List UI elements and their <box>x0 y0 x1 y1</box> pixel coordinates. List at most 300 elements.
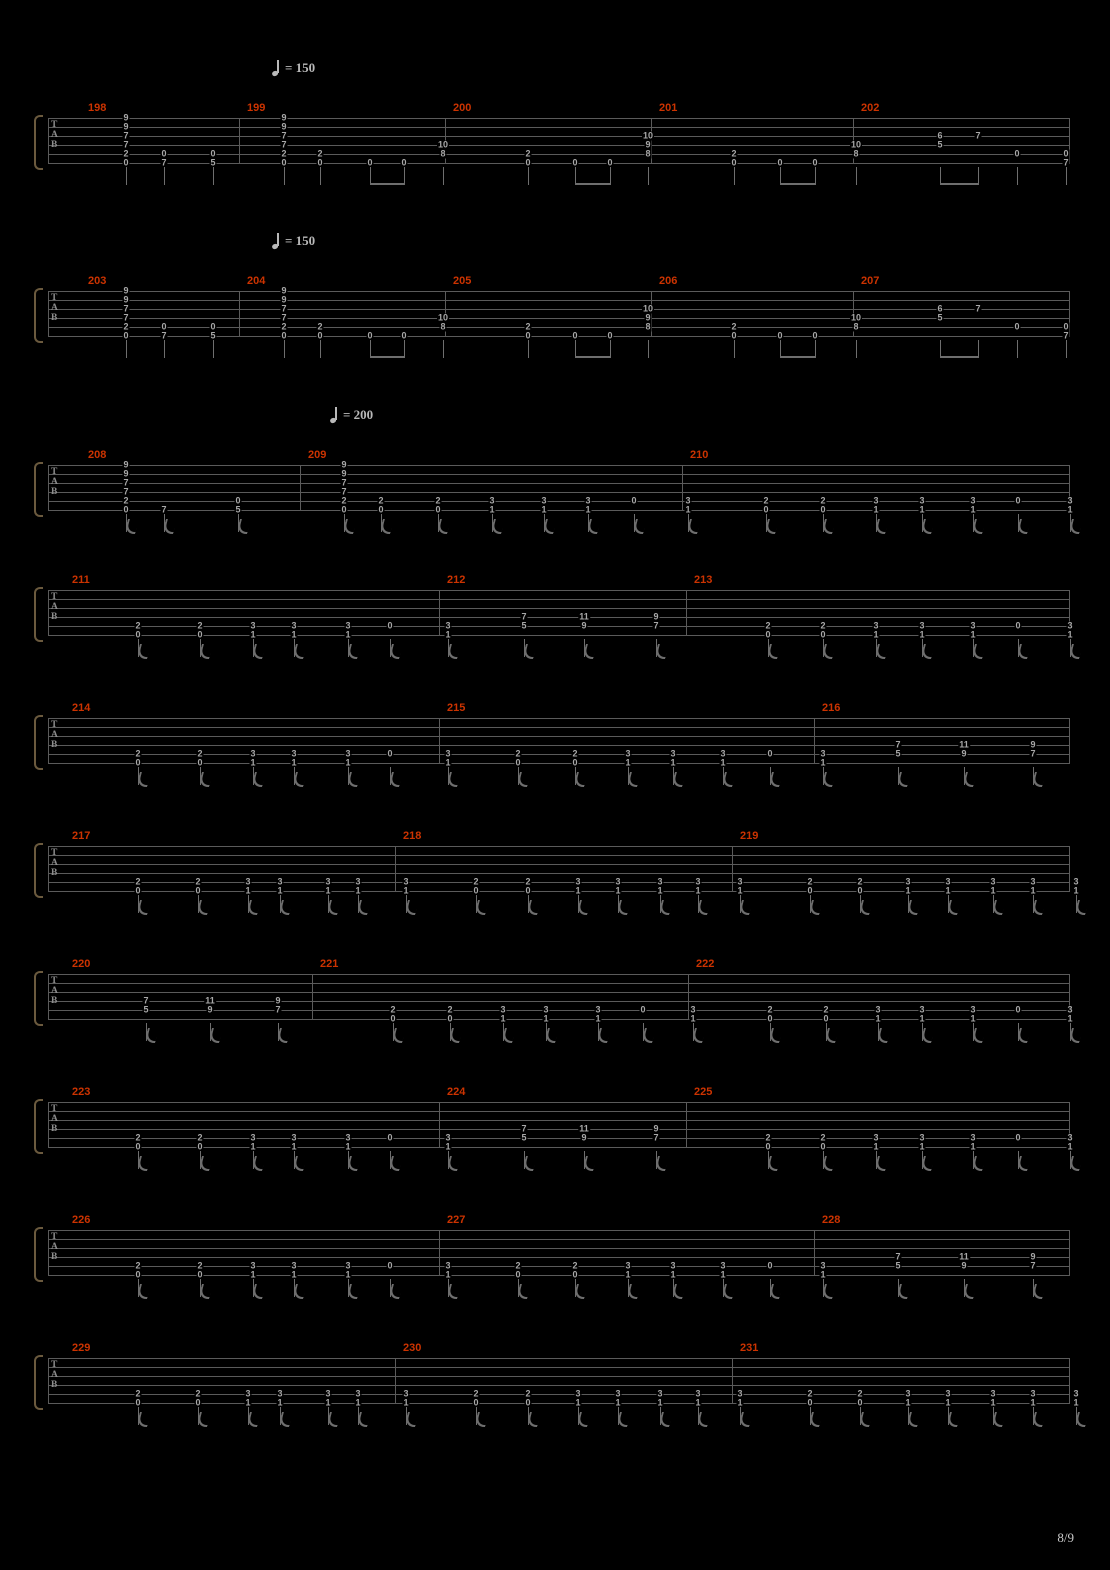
tab-staff <box>48 846 1079 896</box>
beam <box>780 356 815 358</box>
tab-clef-letter: T <box>51 1232 58 1242</box>
measure-number: 209 <box>308 449 327 461</box>
tab-note: 7 <box>341 486 347 497</box>
tab-note: 0 <box>525 885 531 896</box>
tab-note: 1 <box>291 629 297 640</box>
tab-note: 0 <box>763 504 769 515</box>
tab-note: 0 <box>607 330 613 341</box>
tab-note: 0 <box>731 330 737 341</box>
staff-line <box>48 510 1070 511</box>
tab-note: 7 <box>975 303 981 314</box>
tab-note: 0 <box>525 157 531 168</box>
tab-note: 0 <box>161 321 167 332</box>
tab-note: 2 <box>820 1132 826 1143</box>
staff-line <box>48 1001 1070 1002</box>
measure-number: 215 <box>447 702 466 714</box>
tab-note: 1 <box>445 629 451 640</box>
tab-note: 1 <box>625 1269 631 1280</box>
tab-note: 1 <box>291 1269 297 1280</box>
system-brace <box>34 971 43 1026</box>
tab-note: 0 <box>731 157 737 168</box>
barline <box>1069 846 1070 891</box>
tab-note: 3 <box>657 1388 663 1399</box>
tab-note: 3 <box>657 876 663 887</box>
barline <box>814 1230 815 1275</box>
staff-line <box>48 599 1070 600</box>
note-stem <box>320 167 321 185</box>
tab-clef-letter: T <box>51 976 58 986</box>
tab-note: 1 <box>575 1397 581 1408</box>
tab-note: 1 <box>873 504 879 515</box>
tab-clef-letter: B <box>51 868 58 878</box>
tab-clef-letter: A <box>51 986 58 996</box>
tab-note: 0 <box>317 330 323 341</box>
barline <box>395 846 396 891</box>
tab-note: 1 <box>695 1397 701 1408</box>
barline <box>439 590 440 635</box>
tab-note: 7 <box>521 1123 527 1134</box>
tab-note: 0 <box>1015 495 1021 506</box>
tab-note: 9 <box>1030 1251 1036 1262</box>
note-stem <box>610 340 611 358</box>
tab-note: 1 <box>250 1269 256 1280</box>
tempo-marking <box>272 60 315 76</box>
tab-note: 11 <box>579 611 589 622</box>
tab-clef-letter: B <box>51 487 58 497</box>
tab-note: 1 <box>919 629 925 640</box>
tab-note: 1 <box>345 1141 351 1152</box>
tab-note: 2 <box>525 321 531 332</box>
tab-note: 1 <box>250 757 256 768</box>
tab-note: 0 <box>525 1397 531 1408</box>
tempo-value: = 200 <box>343 407 374 422</box>
tab-note: 1 <box>970 1013 976 1024</box>
measure-number: 200 <box>453 102 472 114</box>
staff-line <box>48 617 1070 618</box>
tab-note: 7 <box>123 130 129 141</box>
tab-note: 1 <box>250 1141 256 1152</box>
tab-note: 2 <box>281 321 287 332</box>
tab-note: 9 <box>961 1260 967 1271</box>
tab-note: 3 <box>585 495 591 506</box>
note-stem <box>284 340 285 358</box>
tab-note: 3 <box>615 1388 621 1399</box>
tab-note: 0 <box>857 885 863 896</box>
tab-note: 5 <box>235 504 241 515</box>
tab-note: 2 <box>525 1388 531 1399</box>
tab-note: 7 <box>895 1251 901 1262</box>
tab-note: 3 <box>1073 1388 1079 1399</box>
tab-note: 1 <box>720 1269 726 1280</box>
measure-number: 204 <box>247 275 266 287</box>
tab-note: 2 <box>807 1388 813 1399</box>
tab-note: 0 <box>135 757 141 768</box>
barline <box>814 718 815 763</box>
tab-note: 1 <box>820 757 826 768</box>
tab-note: 3 <box>575 876 581 887</box>
tab-note: 1 <box>695 885 701 896</box>
tab-note: 0 <box>235 495 241 506</box>
staff-line <box>48 1230 1070 1231</box>
tab-note: 0 <box>1063 321 1069 332</box>
barline <box>48 291 49 336</box>
tab-note: 7 <box>975 130 981 141</box>
staff-line <box>48 727 1070 728</box>
tab-note: 0 <box>1014 148 1020 159</box>
tab-note: 0 <box>820 629 826 640</box>
tab-note: 7 <box>143 995 149 1006</box>
tab-note: 2 <box>197 1132 203 1143</box>
tab-clef <box>51 467 58 497</box>
tab-note: 11 <box>579 1123 589 1134</box>
tab-clef-letter: T <box>51 120 58 130</box>
tab-note: 7 <box>1030 1260 1036 1271</box>
tab-note: 2 <box>281 148 287 159</box>
tab-note: 9 <box>281 285 287 296</box>
tab-note: 0 <box>195 1397 201 1408</box>
tab-note: 3 <box>277 876 283 887</box>
tab-note: 1 <box>820 1269 826 1280</box>
tab-note: 0 <box>777 330 783 341</box>
tab-note: 3 <box>737 1388 743 1399</box>
tab-note: 10 <box>642 303 654 314</box>
tab-note: 0 <box>1015 1132 1021 1143</box>
tab-note: 0 <box>281 157 287 168</box>
tab-note: 3 <box>875 1004 881 1015</box>
tab-note: 0 <box>210 148 216 159</box>
tab-note: 3 <box>919 620 925 631</box>
staff-line <box>48 154 1070 155</box>
tab-clef-letter: A <box>51 602 58 612</box>
tab-note: 10 <box>850 139 862 150</box>
tab-note: 3 <box>990 1388 996 1399</box>
staff-line <box>48 1102 1070 1103</box>
tab-note: 7 <box>895 739 901 750</box>
tab-note: 3 <box>1067 495 1073 506</box>
tab-note: 3 <box>403 1388 409 1399</box>
tab-staff <box>48 718 1070 768</box>
tab-note: 2 <box>731 321 737 332</box>
tab-note: 0 <box>387 1260 393 1271</box>
tab-note: 0 <box>812 157 818 168</box>
staff-line <box>48 127 1070 128</box>
tab-note: 0 <box>447 1013 453 1024</box>
note-stem <box>443 167 444 185</box>
tab-note: 3 <box>720 1260 726 1271</box>
tab-note: 7 <box>161 157 167 168</box>
tab-note: 2 <box>317 321 323 332</box>
tab-clef-letter: B <box>51 313 58 323</box>
tab-note: 7 <box>281 130 287 141</box>
tab-note: 3 <box>345 620 351 631</box>
tab-note: 2 <box>767 1004 773 1015</box>
tab-note: 2 <box>135 1260 141 1271</box>
staff-line <box>48 855 1070 856</box>
tab-note: 2 <box>197 748 203 759</box>
tab-note: 8 <box>645 321 651 332</box>
tab-note: 7 <box>123 139 129 150</box>
barline <box>312 974 313 1019</box>
beam <box>370 356 404 358</box>
tab-note: 1 <box>670 1269 676 1280</box>
tab-clef-letter: B <box>51 1252 58 1262</box>
staff-line <box>48 1010 1070 1011</box>
staff-line <box>48 608 1070 609</box>
tab-note: 5 <box>937 312 943 323</box>
tab-note: 2 <box>515 748 521 759</box>
tempo-marking <box>330 407 373 423</box>
staff-line <box>48 1385 1070 1386</box>
tab-note: 1 <box>445 1269 451 1280</box>
tab-note: 11 <box>959 1251 969 1262</box>
system-brace <box>34 115 43 170</box>
tab-note: 0 <box>387 620 393 631</box>
tab-clef-letter: T <box>51 467 58 477</box>
tab-note: 1 <box>345 629 351 640</box>
staff-line <box>48 327 1070 328</box>
measure-number: 216 <box>822 702 841 714</box>
tab-note: 3 <box>345 748 351 759</box>
note-stem <box>528 167 529 185</box>
tab-note: 2 <box>135 748 141 759</box>
barline <box>48 1358 49 1403</box>
tab-note: 0 <box>572 157 578 168</box>
tab-note: 0 <box>317 157 323 168</box>
tab-note: 3 <box>919 1132 925 1143</box>
tab-clef-letter: B <box>51 1124 58 1134</box>
tab-note: 2 <box>763 495 769 506</box>
tab-note: 7 <box>521 611 527 622</box>
tab-note: 1 <box>657 885 663 896</box>
tab-note: 0 <box>1015 1004 1021 1015</box>
tab-note: 9 <box>581 1132 587 1143</box>
note-stem <box>126 340 127 358</box>
tab-note: 3 <box>445 1132 451 1143</box>
staff-line <box>48 590 1070 591</box>
tab-note: 8 <box>853 321 859 332</box>
tab-note: 1 <box>615 1397 621 1408</box>
measure-number: 202 <box>861 102 880 114</box>
staff-line <box>48 118 1070 119</box>
tab-note: 0 <box>401 330 407 341</box>
tab-note: 0 <box>135 885 141 896</box>
tab-note: 0 <box>473 885 479 896</box>
measure-number: 227 <box>447 1214 466 1226</box>
barline <box>48 1230 49 1275</box>
tab-note: 1 <box>245 885 251 896</box>
tab-note: 1 <box>1030 885 1036 896</box>
tab-note: 0 <box>640 1004 646 1015</box>
tab-note: 1 <box>690 1013 696 1024</box>
tab-note: 1 <box>905 1397 911 1408</box>
tab-clef-letter: T <box>51 1104 58 1114</box>
tab-note: 9 <box>123 468 129 479</box>
tab-note: 3 <box>970 1132 976 1143</box>
note-stem <box>978 167 979 185</box>
note-stem <box>1017 167 1018 185</box>
tab-note: 3 <box>695 876 701 887</box>
tab-staff <box>48 112 1070 168</box>
tab-note: 8 <box>853 148 859 159</box>
tab-note: 0 <box>195 885 201 896</box>
tab-note: 0 <box>607 157 613 168</box>
barline <box>1069 1230 1070 1275</box>
tab-note: 1 <box>500 1013 506 1024</box>
tab-note: 2 <box>135 876 141 887</box>
barline <box>48 718 49 763</box>
tab-staff <box>48 590 1073 640</box>
tab-note: 3 <box>1030 876 1036 887</box>
tab-note: 0 <box>857 1397 863 1408</box>
staff-line <box>48 1239 1070 1240</box>
tab-note: 9 <box>653 1123 659 1134</box>
tab-note: 3 <box>970 495 976 506</box>
tab-note: 3 <box>291 1260 297 1271</box>
tab-note: 3 <box>489 495 495 506</box>
tab-note: 0 <box>135 629 141 640</box>
tab-note: 0 <box>123 330 129 341</box>
measure-number: 211 <box>72 574 90 586</box>
note-stem <box>213 167 214 185</box>
tab-note: 3 <box>1067 1004 1073 1015</box>
tab-note: 2 <box>123 321 129 332</box>
tab-note: 1 <box>945 1397 951 1408</box>
staff-line <box>48 336 1070 337</box>
tab-note: 2 <box>135 620 141 631</box>
staff-line <box>48 492 1070 493</box>
tab-note: 1 <box>291 1141 297 1152</box>
tab-note: 2 <box>525 876 531 887</box>
tab-note: 2 <box>135 1388 141 1399</box>
quarter-note-icon <box>272 61 282 75</box>
system-brace <box>34 1099 43 1154</box>
tab-note: 5 <box>210 330 216 341</box>
tab-note: 3 <box>541 495 547 506</box>
note-stem <box>164 167 165 185</box>
measure-number: 221 <box>320 958 339 970</box>
note-stem <box>856 167 857 185</box>
staff-line <box>48 1376 1070 1377</box>
tab-note: 10 <box>437 312 449 323</box>
tab-note: 2 <box>572 1260 578 1271</box>
tab-note: 1 <box>541 504 547 515</box>
tab-staff <box>48 1358 1079 1408</box>
tab-note: 1 <box>625 757 631 768</box>
tab-note: 9 <box>281 294 287 305</box>
tab-clef-letter: T <box>51 592 58 602</box>
barline <box>439 1230 440 1275</box>
staff-line <box>48 846 1070 847</box>
tab-note: 1 <box>737 885 743 896</box>
note-stem <box>164 340 165 358</box>
staff-line <box>48 465 1070 466</box>
note-stem <box>1066 340 1067 358</box>
tab-note: 9 <box>341 468 347 479</box>
tab-clef <box>51 1104 58 1134</box>
system-brace <box>34 843 43 898</box>
note-stem <box>213 340 214 358</box>
tab-note: 3 <box>990 876 996 887</box>
note-stem <box>320 340 321 358</box>
measure-number: 219 <box>740 830 759 842</box>
beam <box>940 356 978 358</box>
staff-line <box>48 1129 1070 1130</box>
staff-line <box>48 992 1070 993</box>
tab-clef <box>51 1232 58 1262</box>
tab-note: 9 <box>581 620 587 631</box>
tab-note: 0 <box>197 1141 203 1152</box>
tab-note: 0 <box>525 330 531 341</box>
tab-clef-letter: A <box>51 1114 58 1124</box>
tab-note: 1 <box>345 1269 351 1280</box>
tab-clef-letter: B <box>51 740 58 750</box>
tab-note: 3 <box>615 876 621 887</box>
tab-note: 1 <box>489 504 495 515</box>
tab-note: 7 <box>653 1132 659 1143</box>
tab-note: 6 <box>937 130 943 141</box>
tab-note: 5 <box>143 1004 149 1015</box>
tab-note: 2 <box>857 1388 863 1399</box>
barline <box>1069 1358 1070 1403</box>
beam <box>575 356 610 358</box>
tab-note: 0 <box>367 330 373 341</box>
tab-note: 1 <box>355 885 361 896</box>
tab-note: 2 <box>195 1388 201 1399</box>
tab-note: 3 <box>873 1132 879 1143</box>
measure-number: 208 <box>88 449 107 461</box>
barline <box>300 465 301 510</box>
tab-note: 0 <box>515 1269 521 1280</box>
staff-line <box>48 163 1070 164</box>
tab-note: 2 <box>820 495 826 506</box>
tab-clef <box>51 976 58 1006</box>
note-stem <box>734 167 735 185</box>
tab-note: 7 <box>123 312 129 323</box>
measure-number: 207 <box>861 275 880 287</box>
staff-line <box>48 745 1070 746</box>
tab-note: 3 <box>291 620 297 631</box>
barline <box>732 1358 733 1403</box>
tab-note: 2 <box>378 495 384 506</box>
tab-note: 0 <box>767 748 773 759</box>
tab-note: 0 <box>777 157 783 168</box>
barline <box>686 590 687 635</box>
system-brace <box>34 462 43 517</box>
tab-note: 8 <box>645 148 651 159</box>
tab-note: 2 <box>390 1004 396 1015</box>
tab-note: 10 <box>850 312 862 323</box>
tab-note: 3 <box>250 748 256 759</box>
tab-clef-letter: T <box>51 848 58 858</box>
tab-note: 0 <box>387 748 393 759</box>
measure-number: 206 <box>659 275 678 287</box>
tab-note: 1 <box>657 1397 663 1408</box>
tab-staff <box>48 285 1070 341</box>
measure-number: 222 <box>696 958 715 970</box>
tab-note: 1 <box>919 504 925 515</box>
tab-note: 3 <box>1030 1388 1036 1399</box>
tab-note: 3 <box>670 1260 676 1271</box>
tab-note: 3 <box>543 1004 549 1015</box>
tab-note: 0 <box>767 1013 773 1024</box>
tab-clef-letter: A <box>51 130 58 140</box>
tab-note: 1 <box>325 885 331 896</box>
tab-note: 3 <box>690 1004 696 1015</box>
tab-note: 3 <box>445 620 451 631</box>
tab-clef-letter: B <box>51 1380 58 1390</box>
tab-note: 3 <box>1067 1132 1073 1143</box>
tab-note: 1 <box>245 1397 251 1408</box>
